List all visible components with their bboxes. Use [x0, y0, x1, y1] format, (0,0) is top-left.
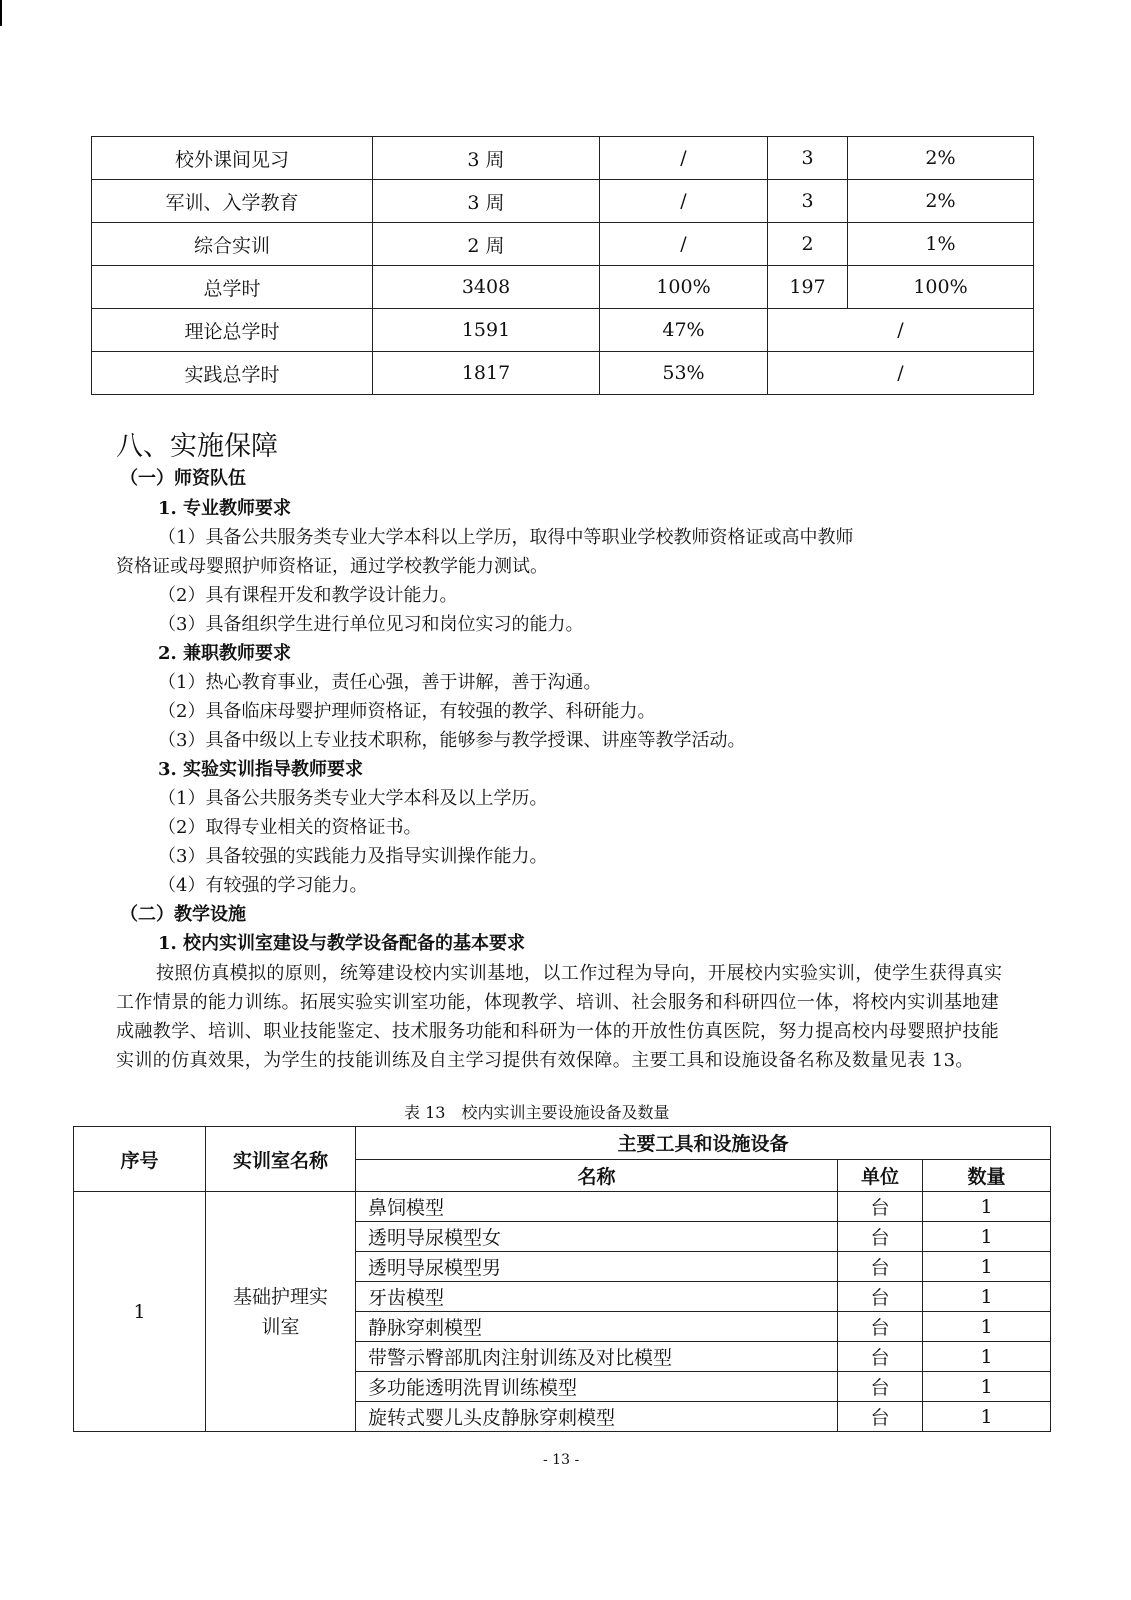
faculty-req-1-line2: 资格证或母婴照护师资格证，通过学校教学能力测试。 [116, 556, 548, 577]
equipment-table [73, 1126, 1051, 1432]
hours-cell-ratio: / [600, 223, 768, 266]
hours-cell-ratio: / [600, 180, 768, 223]
equipment-row [74, 1192, 1051, 1222]
item-name: 牙齿模型 [356, 1282, 838, 1312]
hours-table [91, 136, 1034, 395]
lab-instructor-req-2: （2）取得专业相关的资格证书。 [158, 817, 422, 838]
hours-cell-ratio: 53% [600, 352, 768, 395]
hours-cell-ratio: 100% [600, 266, 768, 309]
hours-row [92, 180, 1034, 223]
hours-cell-credit-ratio: 2% [848, 180, 1034, 223]
facilities-req-heading: 1. 校内实训室建设与教学设备配备的基本要求 [158, 933, 526, 954]
hours-cell-credit-ratio: 1% [848, 223, 1034, 266]
item-unit: 台 [838, 1312, 923, 1342]
header-unit: 单位 [838, 1159, 923, 1192]
page-number: - 13 - [543, 1452, 580, 1468]
hours-cell-hours: 3 周 [373, 137, 600, 180]
parttime-req-heading: 2. 兼职教师要求 [158, 643, 292, 664]
item-unit: 台 [838, 1342, 923, 1372]
header-seq: 序号 [74, 1127, 206, 1192]
parttime-req-3: （3）具备中级以上专业技术职称，能够参与教学授课、讲座等教学活动。 [158, 730, 746, 751]
hours-row [92, 266, 1034, 309]
item-name: 多功能透明洗胃训练模型 [356, 1372, 838, 1402]
hours-cell-hours: 2 周 [373, 223, 600, 266]
item-unit: 台 [838, 1402, 923, 1432]
item-unit: 台 [838, 1222, 923, 1252]
faculty-req-1-line1: （1）具备公共服务类专业大学本科以上学历，取得中等职业学校教师资格证或高中教师 [158, 527, 854, 548]
subsection-facilities-title: （二）教学设施 [120, 904, 246, 925]
hours-cell-merged: / [768, 352, 1034, 395]
hours-cell-hours: 3408 [373, 266, 600, 309]
item-qty: 1 [923, 1312, 1051, 1342]
facilities-paragraph: 按照仿真模拟的原则，统筹建设校内实训基地，以工作过程为导向，开展校内实验实训，使学生获得真实工作情景的能力训练。拓展实验实训室功能，体现教学、培训、社会服务和科研四位一体，将校内实训基地建成融教学、培训、职业技能鉴定、技术服务功能和科研为一体的开放性仿真医院，努力提高校内母婴照护技能实训的仿真效果，为学生的技能训练及自主学习提供有效保障。主要工具和设施设备名称及数量见表 13。 [116, 963, 1003, 1071]
item-unit: 台 [838, 1372, 923, 1402]
item-qty: 1 [923, 1402, 1051, 1432]
item-qty: 1 [923, 1252, 1051, 1282]
item-unit: 台 [838, 1192, 923, 1222]
hours-row [92, 137, 1034, 180]
hours-cell-name: 理论总学时 [92, 309, 373, 352]
hours-row [92, 309, 1034, 352]
hours-cell-credit-ratio: 2% [848, 137, 1034, 180]
hours-cell-hours: 3 周 [373, 180, 600, 223]
lab-instructor-req-4: （4）有较强的学习能力。 [158, 875, 368, 896]
item-qty: 1 [923, 1222, 1051, 1252]
hours-cell-ratio: 47% [600, 309, 768, 352]
hours-row [92, 352, 1034, 395]
hours-cell-credits: 3 [768, 180, 848, 223]
hours-cell-merged: / [768, 309, 1034, 352]
header-room: 实训室名称 [206, 1127, 356, 1192]
room-name: 基础护理实训室 [206, 1192, 356, 1432]
item-name: 鼻饲模型 [356, 1192, 838, 1222]
item-name: 旋转式婴儿头皮静脉穿刺模型 [356, 1402, 838, 1432]
item-unit: 台 [838, 1252, 923, 1282]
lab-instructor-req-3: （3）具备较强的实践能力及指导实训操作能力。 [158, 846, 548, 867]
lab-instructor-req-1: （1）具备公共服务类专业大学本科及以上学历。 [158, 788, 548, 809]
item-qty: 1 [923, 1372, 1051, 1402]
room-seq: 1 [74, 1192, 206, 1432]
hours-cell-name: 综合实训 [92, 223, 373, 266]
faculty-req-heading: 1. 专业教师要求 [158, 498, 292, 519]
subsection-faculty-title: （一）师资队伍 [120, 468, 246, 489]
hours-cell-name: 总学时 [92, 266, 373, 309]
item-qty: 1 [923, 1282, 1051, 1312]
hours-cell-credits: 2 [768, 223, 848, 266]
header-qty: 数量 [923, 1159, 1051, 1192]
item-qty: 1 [923, 1192, 1051, 1222]
hours-cell-credit-ratio: 100% [848, 266, 1034, 309]
lab-instructor-req-heading: 3. 实验实训指导教师要求 [158, 759, 364, 780]
hours-cell-hours: 1817 [373, 352, 600, 395]
item-name: 透明导尿模型女 [356, 1222, 838, 1252]
table-caption: 表 13 校内实训主要设施设备及数量 [404, 1103, 670, 1122]
page-edge-mark [0, 0, 2, 26]
item-name: 透明导尿模型男 [356, 1252, 838, 1282]
faculty-req-2: （2）具有课程开发和教学设计能力。 [158, 585, 458, 606]
hours-cell-credits: 3 [768, 137, 848, 180]
hours-cell-hours: 1591 [373, 309, 600, 352]
item-unit: 台 [838, 1282, 923, 1312]
section-title: 八、实施保障 [116, 431, 278, 462]
hours-cell-credits: 197 [768, 266, 848, 309]
parttime-req-1: （1）热心教育事业，责任心强，善于讲解，善于沟通。 [158, 672, 602, 693]
hours-cell-name: 校外课间见习 [92, 137, 373, 180]
hours-cell-ratio: / [600, 137, 768, 180]
faculty-req-3: （3）具备组织学生进行单位见习和岗位实习的能力。 [158, 614, 584, 635]
item-name: 静脉穿刺模型 [356, 1312, 838, 1342]
header-group: 主要工具和设施设备 [356, 1127, 1051, 1160]
item-qty: 1 [923, 1342, 1051, 1372]
header-name: 名称 [356, 1159, 838, 1192]
hours-cell-name: 实践总学时 [92, 352, 373, 395]
hours-cell-name: 军训、入学教育 [92, 180, 373, 223]
hours-row [92, 223, 1034, 266]
parttime-req-2: （2）具备临床母婴护理师资格证，有较强的教学、科研能力。 [158, 701, 656, 722]
item-name: 带警示臀部肌肉注射训练及对比模型 [356, 1342, 838, 1372]
